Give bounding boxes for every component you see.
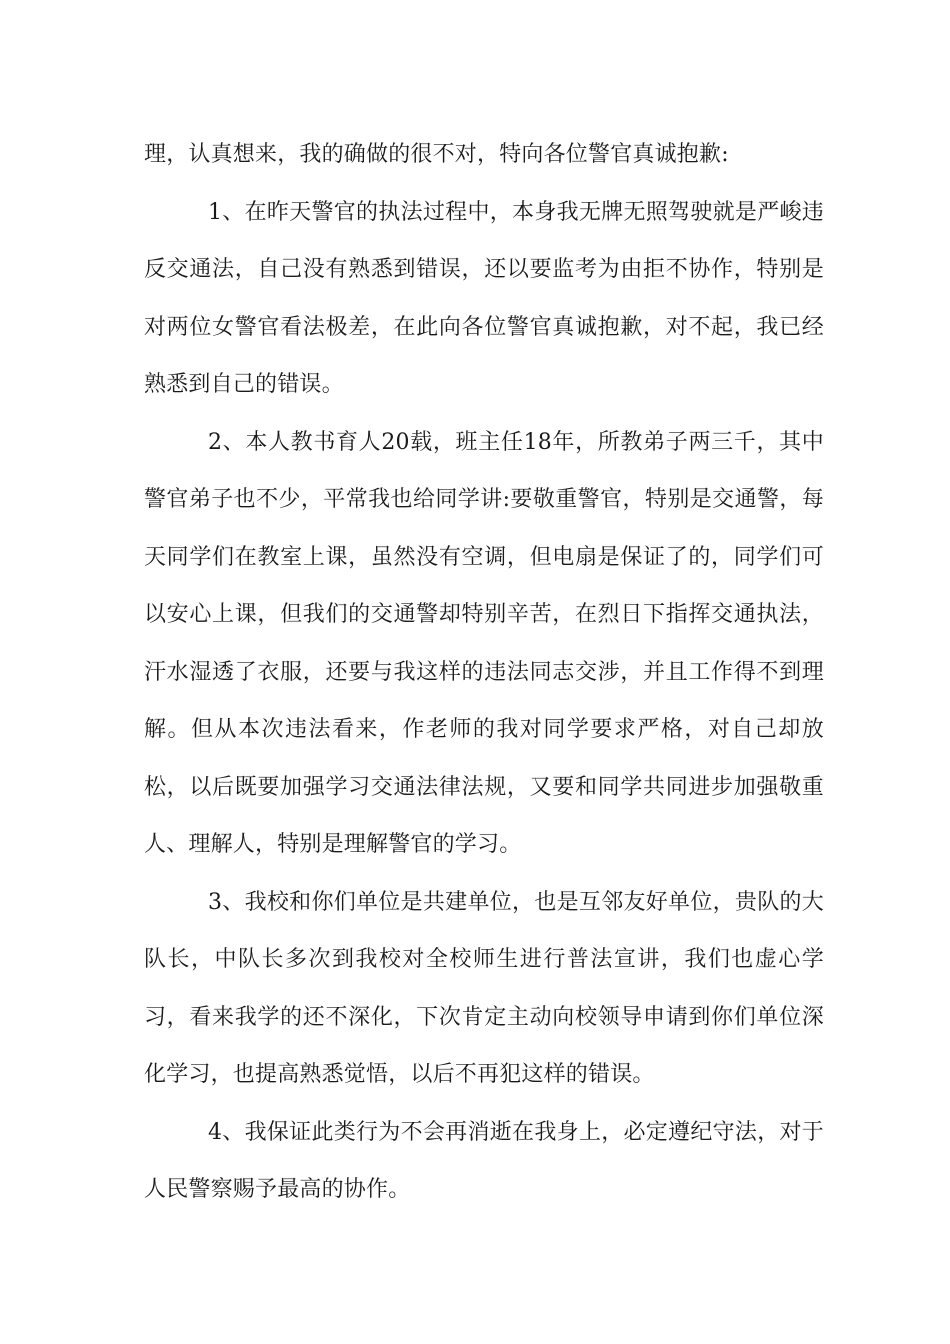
- paragraph-continuation: 理，认真想来，我的确做的很不对，特向各位警官真诚抱歉:: [144, 142, 729, 167]
- paragraph-item-2: 2、本人教书育人20载，班主任18年，所教弟子两三千，其中警官弟子也不少，平常我也给同学讲:要敬重警官，特别是交通警，每天同学们在教室上课，虽然没有空调，但电扇是保证了的，同学们可以安心上课，但我们的交通警却特别辛苦，在烈日下指挥交通执法，汗水湿透了衣服，还要与我这样的违法同志交涉，并且工作得不到理解。但从本次违法看来，作老师的我对同学要求严格，对自己却放松，以后既要加强学习交通法律法规，又要和同学共同进步加强敬重人、理解人，特别是理解警官的学习。: [144, 429, 824, 857]
- document-body: [144, 126, 824, 1219]
- paragraph-item-1: 1、在昨天警官的执法过程中，本身我无牌无照驾驶就是严峻违反交通法，自己没有熟悉到错误，还以要监考为由拒不协作，特别是对两位女警官看法极差，在此向各位警官真诚抱歉，对不起，我已经熟悉到自己的错误。: [144, 199, 824, 397]
- paragraph-item-4: 4、我保证此类行为不会再消逝在我身上，必定遵纪守法，对于人民警察赐予最高的协作。: [144, 1119, 824, 1202]
- paragraph-item-3: 3、我校和你们单位是共建单位，也是互邻友好单位，贵队的大队长，中队长多次到我校对全校师生进行普法宣讲，我们也虚心学习，看来我学的还不深化，下次肯定主动向校领导申请到你们单位深化学习，也提高熟悉觉悟，以后不再犯这样的错误。: [144, 889, 824, 1087]
